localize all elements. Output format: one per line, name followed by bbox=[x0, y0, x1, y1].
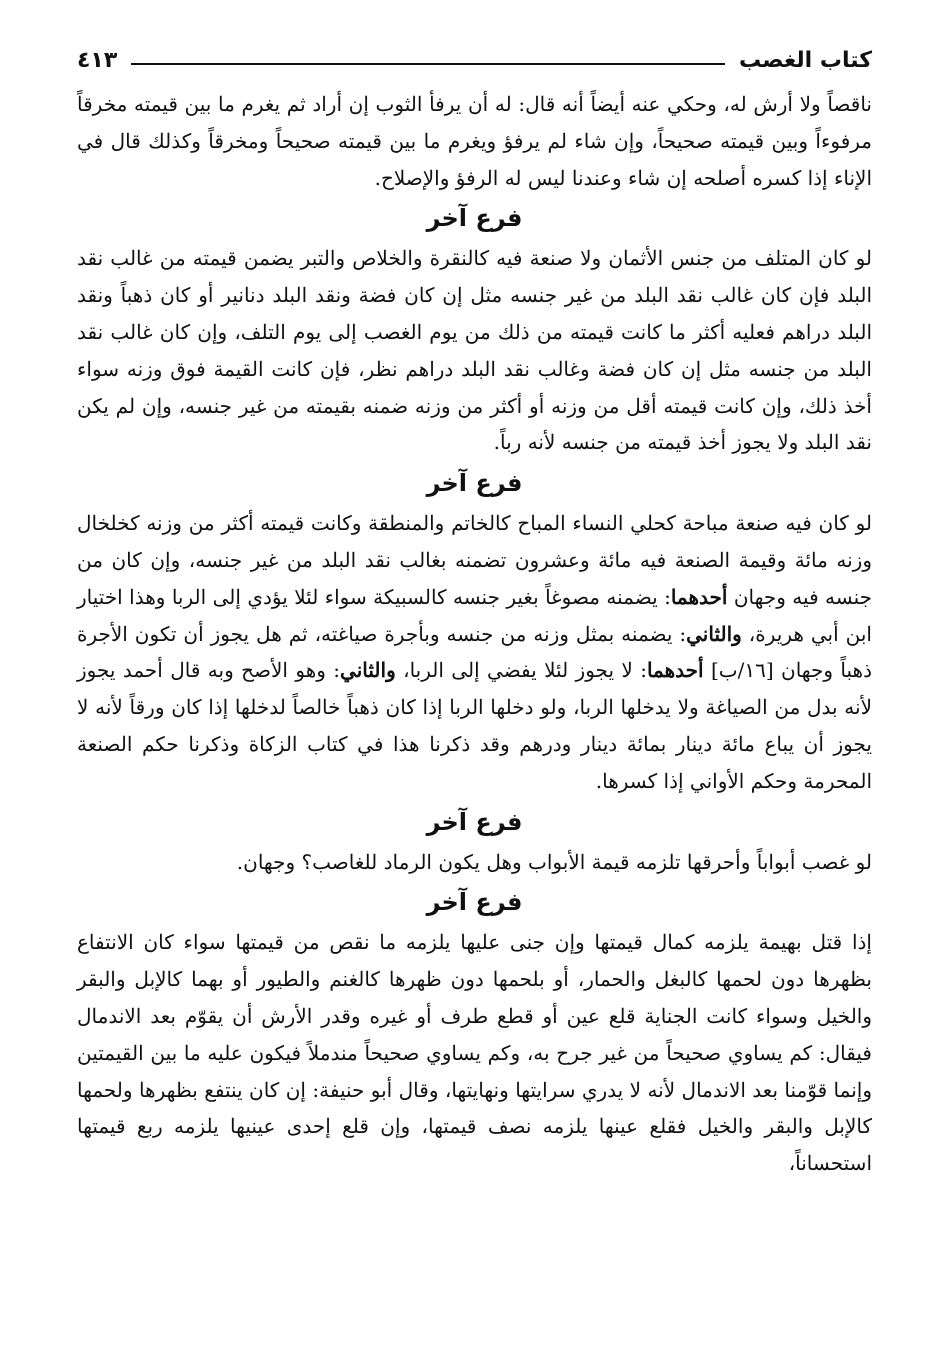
paragraph-4: لو غصب أبواباً وأحرقها تلزمه قيمة الأبواب وهل يكون الرماد للغاصب؟ وجهان. bbox=[236, 849, 872, 874]
term-second-opinion-2: والثاني bbox=[340, 658, 396, 683]
paragraph-3-text-4: : لا يجوز لئلا يفضي إلى الربا، bbox=[395, 658, 647, 683]
paragraph-3 bbox=[77, 505, 872, 799]
running-header bbox=[77, 40, 872, 80]
header-rule bbox=[131, 63, 725, 65]
paragraph-3-text-1: لو كان فيه صنعة مباحة كحلي النساء المباح كالخاتم والمنطقة وكانت قيمته أكثر من وزنه كخلخال وزنه مائة وقيمة الصنعة فيه مائة وعشرون تضمنه بغالب نقد البلد من غير جنسه، وإن كان من جنسه فيه وجهان bbox=[77, 511, 873, 609]
paragraph-1: ناقصاً ولا أرش له، وحكي عنه أيضاً أنه قال: له أن يرفأ الثوب إن أراد ثم يغرم ما بين قيمته مخرقاً مرفوءاً وبين قيمته صحيحاً، وإن شاء لم يرفؤ ويغرم ما بين قيمته صحيحاً ومخرقاً وكذلك قال في الإناء إذا كسره أصلحه إن شاء وعندنا ليس له الرفؤ والإصلاح. bbox=[77, 92, 872, 190]
paragraph-5: إذا قتل بهيمة يلزمه كمال قيمتها وإن جنى عليها يلزمه ما نقص من قيمتها سواء كان الانتفاع بظهرها دون لحمها كالبغل والحمار، أو بلحمها دون ظهرها كالغنم والطيور أو بهما كالإبل والبقر والخيل وسواء كانت الجناية قلع عين أو قطع طرف أو غيره وقدر الأرش أن يقوّم بعد الاندمال فيقال: كم يساوي صحيحاً من غير جرح به، وكم يساوي صحيحاً مندملاً فيكون عليه ما بين القيمتين وإنما قوّمنا بعد الاندمال لأنه لا يدري سرايتها ونهايتها، وقال أبو حنيفة: إن كان ينتفع بظهرها ولحمها كالإبل والبقر والخيل فقلع عينها يلزمه نصف قيمتها، وإن قلع إحدى عينيها يلزمه ربع قيمتها استحساناً، bbox=[77, 930, 872, 1176]
paragraph-3-text-3: : يضمنه بمثل وزنه من جنسه وبأجرة صياغته، ثم هل يجوز أن تكون الأجرة ذهباً وجهان [١٦/ب] bbox=[77, 621, 873, 683]
section-heading-2: فرع آخر bbox=[426, 469, 523, 498]
paragraph-2: لو كان المتلف من جنس الأثمان ولا صنعة فيه كالنقرة والخلاص والتبر يضمن قيمته من غالب نقد البلد فإن كان غالب نقد البلد من غير جنسه مثل إن كان فضة ونقد البلد دنانير أو كان ذهباً ونقد البلد دراهم فعليه أكثر ما كانت قيمته من ذلك من يوم الغصب إلى يوم التلف، وإن كان غالب نقد البلد من جنسه مثل إن كان فضة وغالب نقد البلد دراهم نظر، فإن كانت القيمة فوق وزنه سواء أخذ ذلك، وإن كانت قيمته أقل من وزنه أو أكثر من وزنه ضمنه بقيمته من غير جنسه، وإن لم يكن نقد البلد ولا يجوز أخذ قيمته من جنسه لأنه رباً. bbox=[77, 246, 872, 455]
document-page bbox=[77, 40, 872, 1182]
section-heading-4: فرع آخر bbox=[426, 888, 523, 917]
term-first-opinion: أحدهما bbox=[670, 584, 728, 609]
paragraph-3-text-2: : يضمنه مصوغاً بغير جنسه كالسبيكة سواء لئلا يؤدي إلى الربا وهذا اختيار ابن أبي هريرة، bbox=[77, 584, 872, 646]
section-heading-3: فرع آخر bbox=[426, 807, 523, 836]
page-number: ٤١٣ bbox=[77, 47, 118, 73]
section-heading-1: فرع آخر bbox=[426, 204, 523, 233]
book-title: كتاب الغصب bbox=[739, 47, 872, 73]
term-second-opinion: والثاني bbox=[686, 621, 742, 646]
paragraph-3-text-5: : وهو الأصح وبه قال أحمد يجوز لأنه بدل من الصياغة ولا يدخلها الربا، ولو دخلها الربا إذا كان ذهباً خالصاً لدخلها إذا كان ورقاً لأنه لا يجوز أن يباع مائة دينار بمائة دينار ودرهم وقد ذكرنا هذا في كتاب الزكاة وذكرنا حكم الصنعة المحرمة وحكم الأواني إذا كسرها. bbox=[77, 658, 872, 793]
term-first-opinion-2: أحدهما bbox=[646, 658, 704, 683]
